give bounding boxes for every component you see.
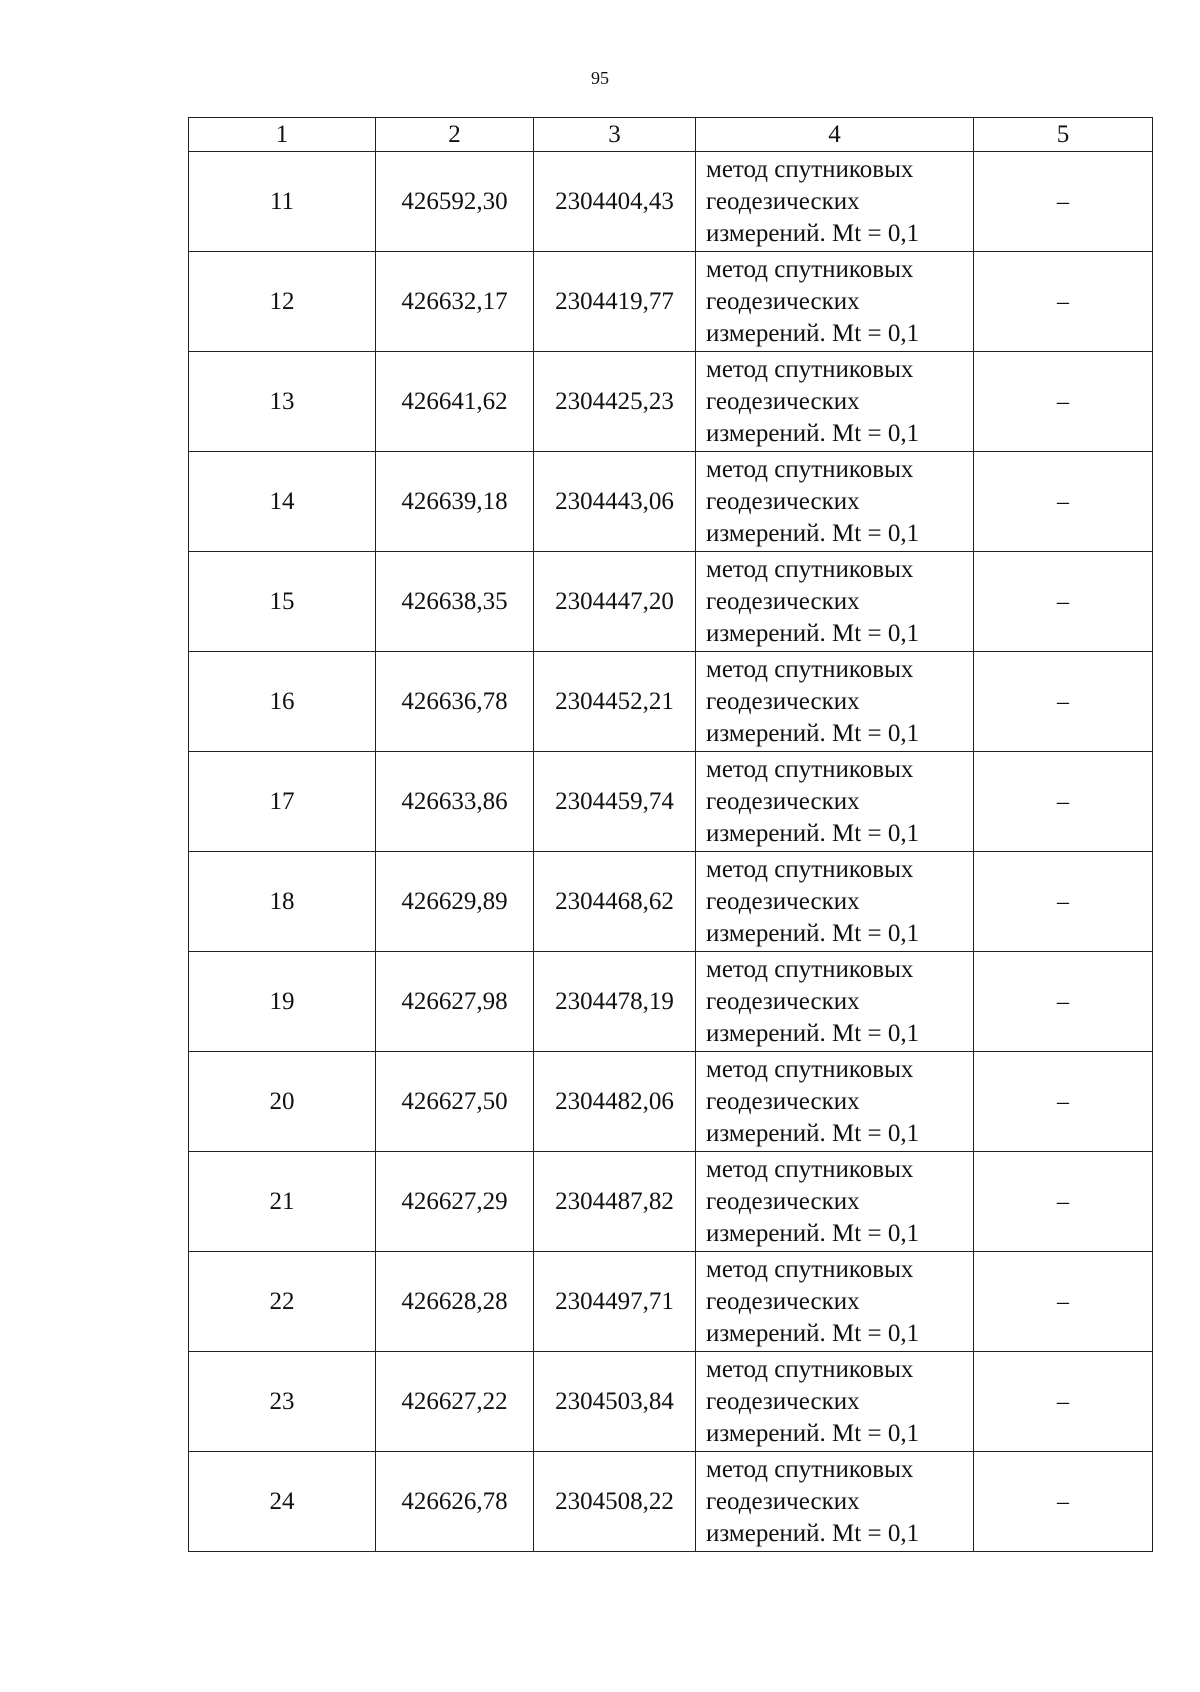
y-coordinate-cell: 2304419,77	[534, 252, 696, 352]
method-line-1: метод спутниковых	[706, 755, 914, 783]
header-row	[189, 118, 1153, 152]
method-line-1: метод спутниковых	[706, 155, 914, 183]
column-header-5: 5	[974, 118, 1153, 152]
point-number-cell: 20	[189, 1052, 376, 1152]
method-line-2: геодезических	[706, 1487, 860, 1515]
point-number-cell: 16	[189, 652, 376, 752]
method-cell	[696, 952, 974, 1052]
note-cell: –	[974, 452, 1153, 552]
note-cell: –	[974, 1052, 1153, 1152]
method-cell	[696, 1252, 974, 1352]
table-body	[189, 152, 1153, 1552]
point-number-cell: 12	[189, 252, 376, 352]
method-line-1: метод спутниковых	[706, 455, 914, 483]
method-line-1: метод спутниковых	[706, 1255, 914, 1283]
column-header-3: 3	[534, 118, 696, 152]
table-row	[189, 1252, 1153, 1352]
x-coordinate-cell: 426641,62	[376, 352, 534, 452]
note-cell: –	[974, 652, 1153, 752]
point-number-cell: 17	[189, 752, 376, 852]
method-cell	[696, 452, 974, 552]
method-line-3: измерений. Mt = 0,1	[706, 419, 920, 447]
method-line-1: метод спутниковых	[706, 255, 914, 283]
x-coordinate-cell: 426638,35	[376, 552, 534, 652]
note-cell: –	[974, 1252, 1153, 1352]
table-row	[189, 352, 1153, 452]
method-line-1: метод спутниковых	[706, 1355, 914, 1383]
method-cell	[696, 1152, 974, 1252]
y-coordinate-cell: 2304508,22	[534, 1452, 696, 1552]
x-coordinate-cell: 426627,98	[376, 952, 534, 1052]
method-cell	[696, 152, 974, 252]
method-cell	[696, 852, 974, 952]
point-number-cell: 11	[189, 152, 376, 252]
method-line-3: измерений. Mt = 0,1	[706, 819, 920, 847]
y-coordinate-cell: 2304497,71	[534, 1252, 696, 1352]
method-line-2: геодезических	[706, 687, 860, 715]
column-header-1: 1	[189, 118, 376, 152]
method-line-1: метод спутниковых	[706, 655, 914, 683]
note-cell: –	[974, 352, 1153, 452]
x-coordinate-cell: 426627,29	[376, 1152, 534, 1252]
point-number-cell: 13	[189, 352, 376, 452]
column-header-4: 4	[696, 118, 974, 152]
y-coordinate-cell: 2304487,82	[534, 1152, 696, 1252]
method-line-1: метод спутниковых	[706, 855, 914, 883]
point-number-cell: 21	[189, 1152, 376, 1252]
table-row	[189, 552, 1153, 652]
method-cell	[696, 1452, 974, 1552]
table-row	[189, 952, 1153, 1052]
y-coordinate-cell: 2304452,21	[534, 652, 696, 752]
page-number: 95	[591, 68, 609, 88]
point-number-cell: 15	[189, 552, 376, 652]
y-coordinate-cell: 2304503,84	[534, 1352, 696, 1452]
point-number-cell: 14	[189, 452, 376, 552]
y-coordinate-cell: 2304482,06	[534, 1052, 696, 1152]
y-coordinate-cell: 2304425,23	[534, 352, 696, 452]
note-cell: –	[974, 852, 1153, 952]
y-coordinate-cell: 2304447,20	[534, 552, 696, 652]
method-line-3: измерений. Mt = 0,1	[706, 519, 920, 547]
method-line-2: геодезических	[706, 587, 860, 615]
point-number-cell: 18	[189, 852, 376, 952]
x-coordinate-cell: 426633,86	[376, 752, 534, 852]
method-line-2: геодезических	[706, 187, 860, 215]
method-line-1: метод спутниковых	[706, 555, 914, 583]
coordinates-table-container	[188, 117, 1152, 1552]
table-row	[189, 752, 1153, 852]
table-row	[189, 152, 1153, 252]
table-row	[189, 252, 1153, 352]
method-line-3: измерений. Mt = 0,1	[706, 619, 920, 647]
note-cell: –	[974, 252, 1153, 352]
note-cell: –	[974, 1452, 1153, 1552]
y-coordinate-cell: 2304459,74	[534, 752, 696, 852]
x-coordinate-cell: 426629,89	[376, 852, 534, 952]
method-line-3: измерений. Mt = 0,1	[706, 1419, 920, 1447]
method-line-1: метод спутниковых	[706, 955, 914, 983]
method-line-2: геодезических	[706, 987, 860, 1015]
y-coordinate-cell: 2304468,62	[534, 852, 696, 952]
y-coordinate-cell: 2304443,06	[534, 452, 696, 552]
note-cell: –	[974, 1352, 1153, 1452]
point-number-cell: 22	[189, 1252, 376, 1352]
method-line-3: измерений. Mt = 0,1	[706, 219, 920, 247]
x-coordinate-cell: 426627,22	[376, 1352, 534, 1452]
x-coordinate-cell: 426627,50	[376, 1052, 534, 1152]
x-coordinate-cell: 426592,30	[376, 152, 534, 252]
method-line-3: измерений. Mt = 0,1	[706, 319, 920, 347]
note-cell: –	[974, 952, 1153, 1052]
note-cell: –	[974, 152, 1153, 252]
table-row	[189, 652, 1153, 752]
y-coordinate-cell: 2304404,43	[534, 152, 696, 252]
method-line-3: измерений. Mt = 0,1	[706, 1519, 920, 1547]
table-row	[189, 1352, 1153, 1452]
table-header	[189, 118, 1153, 152]
method-line-2: геодезических	[706, 1387, 860, 1415]
method-cell	[696, 252, 974, 352]
method-cell	[696, 1052, 974, 1152]
table-row	[189, 452, 1153, 552]
method-line-2: геодезических	[706, 1087, 860, 1115]
method-line-3: измерений. Mt = 0,1	[706, 1119, 920, 1147]
point-number-cell: 24	[189, 1452, 376, 1552]
coordinates-table	[188, 117, 1153, 1552]
x-coordinate-cell: 426639,18	[376, 452, 534, 552]
method-line-2: геодезических	[706, 387, 860, 415]
method-line-2: геодезических	[706, 1287, 860, 1315]
method-line-1: метод спутниковых	[706, 355, 914, 383]
method-line-2: геодезических	[706, 287, 860, 315]
method-line-1: метод спутниковых	[706, 1455, 914, 1483]
method-cell	[696, 752, 974, 852]
method-line-2: геодезических	[706, 487, 860, 515]
method-line-1: метод спутниковых	[706, 1155, 914, 1183]
x-coordinate-cell: 426636,78	[376, 652, 534, 752]
method-line-3: измерений. Mt = 0,1	[706, 1019, 920, 1047]
table-row	[189, 1452, 1153, 1552]
method-cell	[696, 352, 974, 452]
method-line-2: геодезических	[706, 787, 860, 815]
table-row	[189, 1052, 1153, 1152]
x-coordinate-cell: 426626,78	[376, 1452, 534, 1552]
x-coordinate-cell: 426628,28	[376, 1252, 534, 1352]
method-cell	[696, 552, 974, 652]
column-header-2: 2	[376, 118, 534, 152]
table-row	[189, 1152, 1153, 1252]
method-line-1: метод спутниковых	[706, 1055, 914, 1083]
y-coordinate-cell: 2304478,19	[534, 952, 696, 1052]
note-cell: –	[974, 752, 1153, 852]
method-line-2: геодезических	[706, 887, 860, 915]
point-number-cell: 23	[189, 1352, 376, 1452]
method-cell	[696, 1352, 974, 1452]
table-row	[189, 852, 1153, 952]
point-number-cell: 19	[189, 952, 376, 1052]
method-line-3: измерений. Mt = 0,1	[706, 1319, 920, 1347]
x-coordinate-cell: 426632,17	[376, 252, 534, 352]
note-cell: –	[974, 552, 1153, 652]
method-line-3: измерений. Mt = 0,1	[706, 919, 920, 947]
method-line-3: измерений. Mt = 0,1	[706, 1219, 920, 1247]
method-line-3: измерений. Mt = 0,1	[706, 719, 920, 747]
method-cell	[696, 652, 974, 752]
note-cell: –	[974, 1152, 1153, 1252]
method-line-2: геодезических	[706, 1187, 860, 1215]
